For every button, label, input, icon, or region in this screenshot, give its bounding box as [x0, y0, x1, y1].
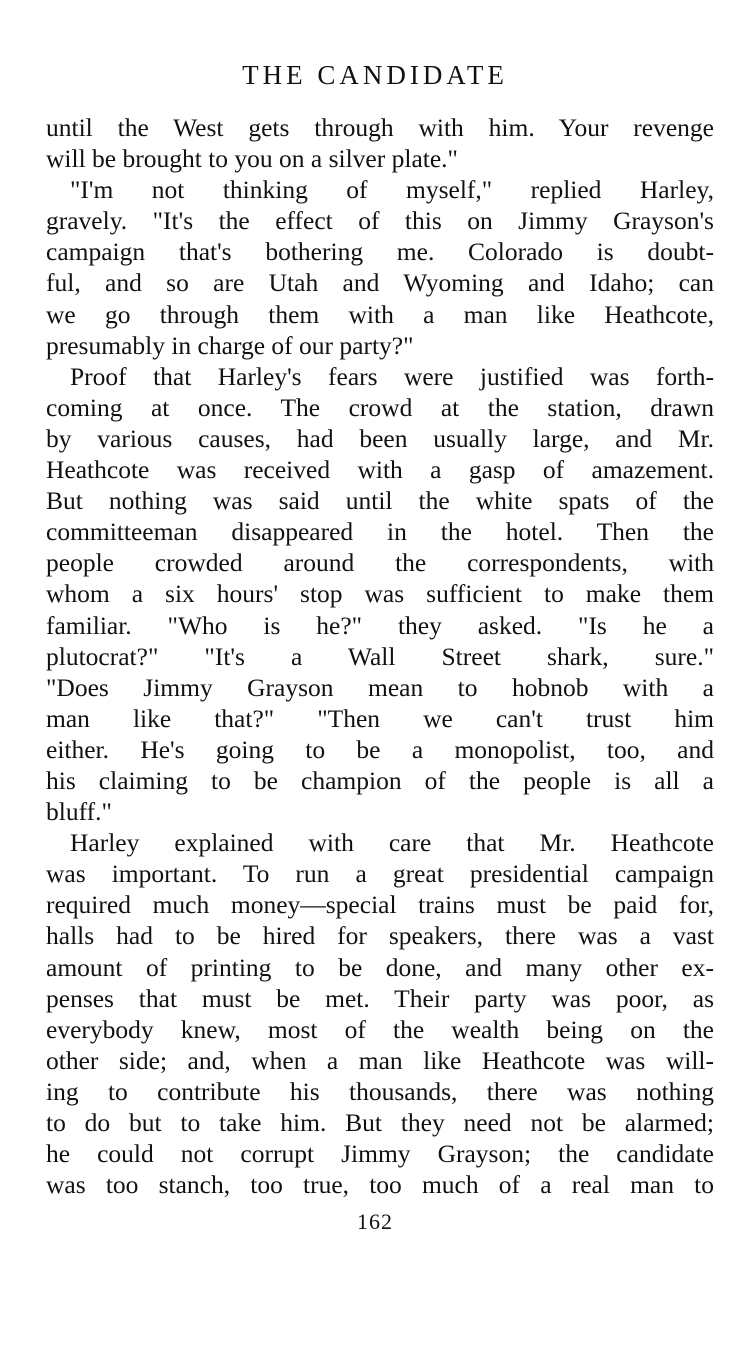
text-line: "I'm not thinking of myself," replied Harley,	[70, 175, 714, 205]
text-line: amount of printing to be done, and many other ex-	[46, 952, 714, 982]
text-line: Harley explained with care that Mr. Heathcote	[70, 828, 714, 858]
text-line: until the West gets through with him. Your revenge	[46, 113, 714, 142]
text-line: plutocrat?" "It's a Wall Street shark, sure."	[46, 641, 714, 671]
text-line: ing to contribute his thousands, there was nothing	[46, 1076, 714, 1106]
text-line: penses that must be met. Their party was poor, as	[46, 983, 714, 1013]
text-line: his claiming to be champion of the people is all a	[46, 765, 714, 795]
text-line: "Does Jimmy Grayson mean to hobnob with a	[46, 672, 714, 702]
page-number: 162	[357, 1209, 393, 1234]
body-text	[46, 112, 714, 1200]
text-line: will be brought to you on a silver plate."	[46, 144, 458, 174]
text-line: Heathcote was received with a gasp of amazement.	[46, 455, 714, 485]
text-line: to do but to take him. But they need not be alarmed;	[46, 1108, 714, 1137]
text-line: by various causes, had been usually large, and Mr.	[46, 423, 714, 453]
text-line: whom a six hours' stop was sufficient to make them	[46, 579, 714, 609]
text-line: gravely. "It's the effect of this on Jimmy Grayson's	[46, 206, 714, 236]
text-line: everybody knew, most of the wealth being on the	[46, 1014, 714, 1044]
running-head: THE CANDIDATE	[242, 60, 508, 90]
text-line: bluff."	[46, 797, 112, 827]
text-line: other side; and, when a man like Heathcote was will-	[46, 1045, 714, 1075]
text-line: coming at once. The crowd at the station, drawn	[46, 392, 714, 422]
text-line: was too stanch, too true, too much of a real man to	[46, 1170, 714, 1200]
text-line: he could not corrupt Jimmy Grayson; the candidate	[46, 1139, 714, 1169]
text-line: halls had to be hired for speakers, there was a vast	[46, 921, 714, 951]
text-line: man like that?" "Then we can't trust him	[46, 703, 714, 733]
text-line: required much money—special trains must be paid for,	[46, 890, 714, 920]
text-line: committeeman disappeared in the hotel. Then the	[46, 517, 714, 547]
text-line: people crowded around the correspondents, with	[46, 548, 714, 578]
text-line: familiar. "Who is he?" they asked. "Is he a	[46, 610, 714, 640]
text-line: ful, and so are Utah and Wyoming and Idaho; can	[46, 268, 714, 298]
text-line: campaign that's bothering me. Colorado is doubt-	[46, 237, 714, 267]
text-line: Proof that Harley's fears were justified was forth-	[70, 361, 714, 391]
text-line: we go through them with a man like Heathcote,	[46, 299, 714, 329]
text-line: was important. To run a great presidential campaign	[46, 859, 714, 889]
text-line: But nothing was said until the white spats of the	[46, 486, 714, 516]
text-line: either. He's going to be a monopolist, too, and	[46, 734, 714, 764]
text-line: presumably in charge of our party?"	[46, 330, 414, 360]
